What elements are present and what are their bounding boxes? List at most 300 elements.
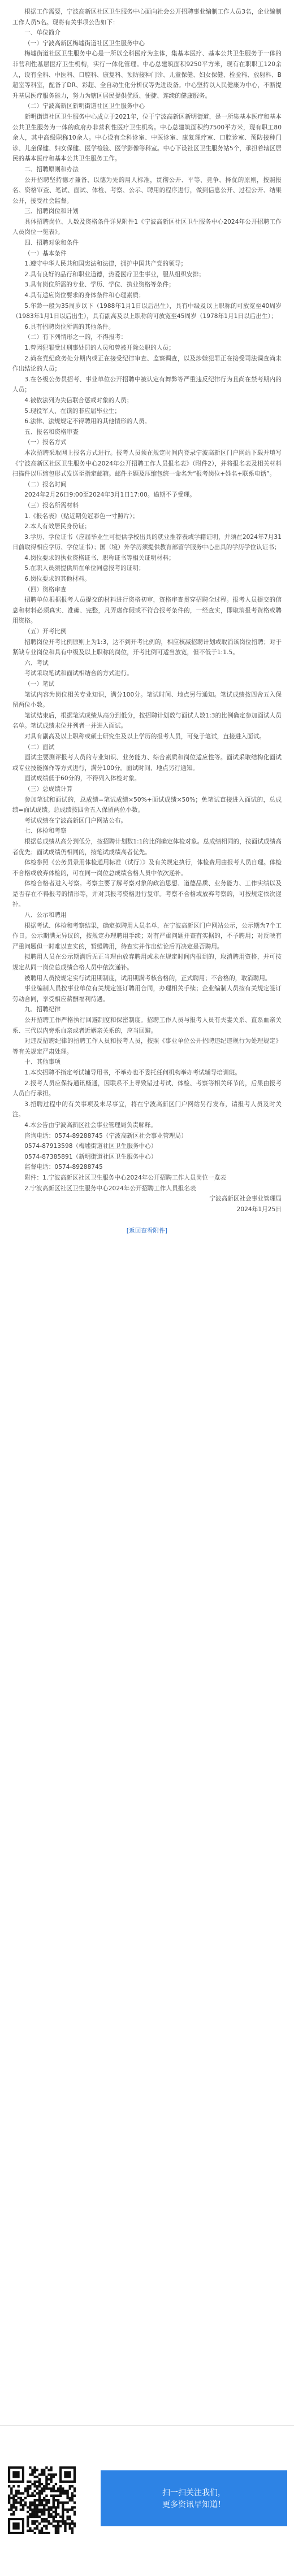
qr-module bbox=[71, 2497, 74, 2499]
article-paragraph: 1.遵守中华人民共和国宪法和法律，拥护中国共产党的领导； bbox=[24, 260, 187, 268]
qr-module bbox=[64, 2527, 66, 2530]
qr-module bbox=[36, 2481, 38, 2483]
qr-module bbox=[12, 2504, 15, 2506]
qr-module bbox=[64, 2490, 66, 2492]
qr-module bbox=[55, 2473, 57, 2475]
qr-module bbox=[74, 2513, 76, 2516]
article-paragraph: 七、体检和考察 bbox=[24, 828, 67, 835]
qr-module bbox=[36, 2516, 38, 2518]
qr-module bbox=[57, 2487, 59, 2490]
qr-module bbox=[38, 2532, 41, 2534]
qr-module bbox=[43, 2525, 45, 2527]
qr-module bbox=[31, 2520, 33, 2522]
qr-module bbox=[38, 2490, 41, 2492]
qr-module bbox=[41, 2513, 43, 2516]
article-paragraph: 1.《报名表》（贴近期免冠彩色一寸照片）； bbox=[24, 512, 139, 520]
qr-module bbox=[64, 2520, 66, 2522]
qr-module bbox=[45, 2525, 47, 2527]
scan-line-2: 更多资讯早知道！ bbox=[162, 2500, 226, 2509]
qr-module bbox=[34, 2483, 36, 2485]
qr-module bbox=[57, 2501, 59, 2504]
qr-module bbox=[34, 2485, 36, 2487]
qr-module bbox=[34, 2527, 36, 2530]
qr-module bbox=[55, 2483, 57, 2485]
qr-module bbox=[12, 2506, 15, 2508]
article-paragraph: （五）开考比例 bbox=[24, 628, 67, 636]
qr-module bbox=[45, 2478, 47, 2481]
qr-module bbox=[43, 2504, 45, 2506]
qr-module bbox=[59, 2492, 62, 2495]
article-paragraph: （一）笔试 bbox=[24, 681, 55, 687]
article-paragraph: 被聘用人员按规定实行试用期制度，试用期满考核合格的，正式聘用；不合格的，取消聘用。 bbox=[24, 974, 271, 982]
article-paragraph: 八、公示和聘用 bbox=[24, 912, 67, 919]
qr-module bbox=[55, 2495, 57, 2497]
article-paragraph: 招聘岗位开考比例原则上为1:3，达不到开考比例的，相应核减招聘计划或取消该岗位招聘；对于紧缺专业岗位和具有中级及以上职称的岗位，开考比例可适当放宽，但不低于1:1.5。 bbox=[12, 638, 282, 656]
qr-module bbox=[34, 2516, 36, 2518]
article-paragraph: 体检合格者进入考察。考察主要了解考察对象的政治思想、道德品质、业务能力、工作实绩以及是否存在不得报考的情形等，并对其报考资格进行复审。考察不合格或放弃考察的，可按规定依次递补。 bbox=[12, 880, 282, 908]
qr-module bbox=[55, 2506, 57, 2508]
qr-module bbox=[31, 2473, 33, 2475]
qr-module bbox=[18, 2490, 20, 2492]
article-paragraph: 0574-87385891（新明街道社区卫生服务中心） bbox=[24, 1153, 157, 1160]
qr-module bbox=[36, 2504, 38, 2506]
qr-module bbox=[31, 2513, 33, 2516]
qr-module bbox=[22, 2508, 24, 2510]
qr-module bbox=[64, 2522, 66, 2525]
article-paragraph: 二、招聘原则和办法 bbox=[24, 166, 79, 173]
qr-module bbox=[10, 2508, 12, 2510]
qr-module bbox=[62, 2506, 64, 2508]
article-paragraph: （二）面试 bbox=[24, 743, 55, 751]
article-paragraph: 附件：1.宁波高新区社区卫生服务中心2024年公开招聘工作人员岗位一览表 bbox=[24, 1174, 226, 1181]
qr-module bbox=[27, 2506, 29, 2508]
qr-module bbox=[45, 2481, 47, 2483]
qr-module bbox=[47, 2508, 50, 2510]
qr-module bbox=[15, 2508, 17, 2510]
qr-module bbox=[57, 2522, 59, 2525]
qr-module bbox=[20, 2508, 22, 2510]
qr-module bbox=[38, 2516, 41, 2518]
qr-module bbox=[8, 2499, 10, 2501]
qr-module bbox=[38, 2483, 41, 2485]
qr-module bbox=[34, 2471, 36, 2473]
qr-module bbox=[47, 2487, 50, 2490]
qr-module bbox=[41, 2504, 43, 2506]
qr-module bbox=[15, 2492, 17, 2495]
return-to-attachments-link[interactable]: [返回查看附件] bbox=[126, 1228, 168, 1235]
qr-module bbox=[53, 2497, 55, 2499]
qr-module bbox=[36, 2525, 38, 2527]
qr-module bbox=[29, 2481, 31, 2483]
qr-module bbox=[20, 2497, 22, 2499]
qr-module bbox=[47, 2506, 50, 2508]
qr-module bbox=[45, 2527, 47, 2530]
qr-module bbox=[15, 2495, 17, 2497]
qr-module bbox=[31, 2511, 33, 2513]
qr-module bbox=[43, 2506, 45, 2508]
qr-module bbox=[34, 2466, 36, 2469]
qr-module bbox=[45, 2495, 47, 2497]
qr-module bbox=[36, 2513, 38, 2516]
qr-module bbox=[24, 2501, 27, 2504]
qr-module bbox=[31, 2492, 33, 2495]
qr-module bbox=[29, 2530, 31, 2532]
qr-module bbox=[57, 2525, 59, 2527]
qr-module bbox=[20, 2504, 22, 2506]
article-paragraph: （二）宁波高新区新明街道社区卫生服务中心 bbox=[24, 103, 145, 110]
qr-module bbox=[34, 2469, 36, 2471]
article-paragraph: 十、其他事项 bbox=[24, 1059, 61, 1066]
qr-module bbox=[43, 2497, 45, 2499]
qr-module bbox=[36, 2499, 38, 2501]
qr-module bbox=[57, 2530, 59, 2532]
qr-module bbox=[45, 2466, 47, 2469]
qr-module bbox=[41, 2520, 43, 2522]
qr-module bbox=[38, 2499, 41, 2501]
qr-module bbox=[41, 2511, 43, 2513]
qr-module bbox=[53, 2516, 55, 2518]
qr-module bbox=[50, 2476, 52, 2478]
article-paragraph: （三）报名所需材料 bbox=[24, 502, 79, 509]
article-paragraph: 六、考试 bbox=[24, 659, 49, 667]
qr-module bbox=[59, 2490, 62, 2492]
qr-module bbox=[27, 2481, 29, 2483]
qr-module bbox=[53, 2511, 55, 2513]
qr-module bbox=[38, 2508, 41, 2510]
qr-module bbox=[10, 2487, 12, 2490]
qr-module bbox=[20, 2499, 22, 2501]
qr-module bbox=[12, 2485, 15, 2487]
qr-module bbox=[66, 2492, 68, 2495]
qr-module bbox=[55, 2499, 57, 2501]
qr-module bbox=[55, 2527, 57, 2530]
qr-module bbox=[57, 2504, 59, 2506]
qr-module bbox=[22, 2504, 24, 2506]
qr-module bbox=[57, 2490, 59, 2492]
qr-module bbox=[12, 2513, 15, 2516]
qr-module bbox=[29, 2466, 31, 2469]
qr-module bbox=[43, 2490, 45, 2492]
qr-module bbox=[45, 2501, 47, 2504]
qr-module bbox=[66, 2490, 68, 2492]
qr-module bbox=[41, 2527, 43, 2530]
qr-module bbox=[53, 2504, 55, 2506]
article-paragraph: 咨询电话：0574-89288745（宁波高新区社会事业管理局） bbox=[24, 1132, 187, 1139]
qr-module bbox=[55, 2490, 57, 2492]
qr-module bbox=[45, 2485, 47, 2487]
qr-module bbox=[12, 2497, 15, 2499]
article-paragraph: 根据考试、体检和考察结果，确定拟聘用人员名单，在宁波高新区门户网站公示，公示期为7个工作日。公示期满无异议的，按规定办理聘用手续；对有严重问题并查有实据的，不予聘用；对反映有严重问题但一时难以查实的，暂缓聘用，待查实并作出结论后再决定是否聘用。 bbox=[12, 922, 282, 950]
article-paragraph: 2.宁波高新区社区卫生服务中心2024年公开招聘工作人员报名表 bbox=[24, 1185, 196, 1192]
article-paragraph: （一）报名方式 bbox=[24, 439, 67, 446]
qr-module bbox=[50, 2473, 52, 2475]
qr-module bbox=[55, 2525, 57, 2527]
article-paragraph: 笔试结束后，根据笔试成绩从高分到低分，按招聘计划数与面试人数1:3的比例确定参加面试人员名单。笔试成绩末位并列者一并进入面试。 bbox=[12, 712, 282, 730]
qr-module bbox=[43, 2499, 45, 2501]
qr-module bbox=[50, 2478, 52, 2481]
qr-module bbox=[53, 2487, 55, 2490]
article-paragraph: 4.具有适应岗位要求的身体条件和心理素质； bbox=[24, 292, 145, 299]
qr-module bbox=[47, 2516, 50, 2518]
qr-module bbox=[24, 2490, 27, 2492]
qr-module bbox=[53, 2518, 55, 2520]
article-paragraph: （三）总成绩计算 bbox=[24, 785, 73, 793]
qr-module bbox=[74, 2495, 76, 2497]
qr-module bbox=[50, 2516, 52, 2518]
article-paragraph: 3.学历、学位证书（应届毕业生可提供学校出具的就业推荐表或学籍证明，并须在2024年7月31日前取得相应学历、学位证书）；国（境）外学历须提供教育部留学服务中心出具的学历学位认证书； bbox=[12, 533, 282, 551]
qr-module bbox=[24, 2487, 27, 2490]
qr-code-graphic bbox=[8, 2466, 76, 2534]
qr-module bbox=[50, 2469, 52, 2471]
qr-module bbox=[10, 2513, 12, 2516]
article-paragraph: 5.现役军人、在读的非应届毕业生； bbox=[24, 407, 121, 415]
article-paragraph: 0574-87913598（梅墟街道社区卫生服务中心） bbox=[24, 1143, 157, 1150]
qr-module bbox=[27, 2490, 29, 2492]
qr-module bbox=[50, 2522, 52, 2525]
qr-module bbox=[62, 2508, 64, 2510]
article-paragraph: （一）宁波高新区梅墟街道社区卫生服务中心 bbox=[24, 40, 145, 47]
qr-module bbox=[34, 2520, 36, 2522]
scan-to-follow-text bbox=[101, 2487, 287, 2511]
qr-module bbox=[10, 2490, 12, 2492]
qr-module bbox=[45, 2532, 47, 2534]
qr-module bbox=[71, 2522, 74, 2525]
qr-module bbox=[71, 2527, 74, 2530]
qr-module bbox=[36, 2476, 38, 2478]
article-paragraph: 6.法律、法规规定不得聘用的其他情形的人员。 bbox=[24, 418, 151, 425]
qr-module bbox=[31, 2469, 33, 2471]
qr-module bbox=[31, 2504, 33, 2506]
qr-module bbox=[43, 2532, 45, 2534]
article-paragraph: 监督电话：0574-89288745 bbox=[24, 1164, 103, 1171]
qr-module bbox=[38, 2530, 41, 2532]
qr-module bbox=[69, 2516, 71, 2518]
qr-module bbox=[50, 2481, 52, 2483]
qr-module bbox=[15, 2490, 17, 2492]
qr-module bbox=[10, 2506, 12, 2508]
article-paragraph: 6.岗位要求的其他材料。 bbox=[24, 576, 90, 583]
qr-module bbox=[36, 2492, 38, 2495]
signature-line: 2024年1月25日 bbox=[236, 1206, 282, 1213]
qr-module bbox=[36, 2511, 38, 2513]
qr-module bbox=[62, 2504, 64, 2506]
qr-module bbox=[36, 2506, 38, 2508]
qr-module bbox=[43, 2513, 45, 2516]
qr-module bbox=[66, 2516, 68, 2518]
qr-module bbox=[34, 2481, 36, 2483]
qr-module bbox=[74, 2511, 76, 2513]
qr-module bbox=[55, 2513, 57, 2516]
qr-module bbox=[20, 2492, 22, 2495]
article-paragraph: 参加笔试和面试的，总成绩=笔试成绩×50%+面试成绩×50%；免笔试直接进入面试的，总成绩=面试成绩。总成绩按四舍五入保留两位小数。 bbox=[12, 796, 282, 814]
qr-module bbox=[74, 2490, 76, 2492]
qr-module bbox=[34, 2499, 36, 2501]
qr-module bbox=[10, 2504, 12, 2506]
qr-module bbox=[59, 2495, 62, 2497]
qr-module bbox=[41, 2473, 43, 2475]
article-paragraph: 考试采取笔试和面试相结合的方式进行。 bbox=[24, 670, 133, 677]
article-paragraph: （二）报名时间 bbox=[24, 481, 67, 488]
qr-module bbox=[31, 2530, 33, 2532]
qr-module bbox=[34, 2476, 36, 2478]
qr-module bbox=[10, 2492, 12, 2495]
qr-module bbox=[74, 2525, 76, 2527]
qr-module bbox=[22, 2499, 24, 2501]
qr-module bbox=[66, 2522, 68, 2525]
qr-module bbox=[43, 2511, 45, 2513]
qr-module bbox=[8, 2495, 10, 2497]
qr-module bbox=[50, 2495, 52, 2497]
qr-module bbox=[64, 2530, 66, 2532]
qr-module bbox=[12, 2501, 15, 2504]
qr-module bbox=[47, 2532, 50, 2534]
qr-module bbox=[8, 2497, 10, 2499]
qr-module bbox=[24, 2504, 27, 2506]
qr-module bbox=[34, 2522, 36, 2525]
qr-module bbox=[27, 2530, 29, 2532]
qr-module bbox=[34, 2506, 36, 2508]
qr-module bbox=[34, 2495, 36, 2497]
article-paragraph: 2.具有良好的品行和职业道德，热爱医疗卫生事业，服从组织安排； bbox=[24, 271, 205, 278]
qr-module bbox=[29, 2508, 31, 2510]
qr-module bbox=[50, 2466, 52, 2469]
qr-module bbox=[31, 2516, 33, 2518]
qr-finder-core bbox=[12, 2522, 19, 2529]
scan-to-follow-panel bbox=[101, 2470, 287, 2526]
qr-module bbox=[43, 2485, 45, 2487]
article-paragraph: 体检参照《公务员录用体检通用标准（试行）》及有关规定执行，体检费用由报考人员自理。体检不合格或放弃体检的，可在同一岗位总成绩合格人员中依次递补。 bbox=[12, 859, 282, 877]
qr-module bbox=[41, 2532, 43, 2534]
qr-module bbox=[45, 2504, 47, 2506]
qr-module bbox=[45, 2483, 47, 2485]
qr-module bbox=[43, 2518, 45, 2520]
article-paragraph: 一、单位简介 bbox=[24, 29, 61, 37]
article-body bbox=[7, 0, 287, 2425]
qr-module bbox=[36, 2527, 38, 2530]
qr-module bbox=[41, 2518, 43, 2520]
qr-module bbox=[38, 2495, 41, 2497]
qr-module bbox=[38, 2492, 41, 2495]
qr-module bbox=[47, 2511, 50, 2513]
qr-module bbox=[45, 2499, 47, 2501]
qr-module bbox=[74, 2501, 76, 2504]
qr-module bbox=[29, 2504, 31, 2506]
article-paragraph: （一）基本条件 bbox=[24, 250, 67, 257]
qr-module bbox=[57, 2513, 59, 2516]
qr-module bbox=[31, 2495, 33, 2497]
qr-module bbox=[71, 2532, 74, 2534]
qr-module bbox=[64, 2492, 66, 2495]
qr-module bbox=[66, 2511, 68, 2513]
qr-module bbox=[55, 2516, 57, 2518]
qr-module bbox=[62, 2511, 64, 2513]
article-paragraph: 面试主要测评报考人员的专业知识、业务能力、综合素质和岗位适应性等。面试采取结构化面试或专业技能操作等方式进行，满分100分。面试时间、地点另行通知。 bbox=[12, 754, 282, 772]
article-paragraph: 五、报名和资格审查 bbox=[24, 428, 79, 436]
qr-module bbox=[27, 2518, 29, 2520]
qr-module bbox=[50, 2506, 52, 2508]
qr-module bbox=[27, 2520, 29, 2522]
qr-module bbox=[62, 2513, 64, 2516]
article-paragraph: 公开招聘坚持德才兼备、以德为先的用人标准，贯彻公开、平等、竞争、择优的原则，按照报名、资格审查、笔试、面试、体检、考察、公示、聘用的程序进行，做到信息公开、过程公开、结果公开，接受社会监督。 bbox=[12, 176, 282, 204]
qr-module bbox=[47, 2513, 50, 2516]
qr-module bbox=[34, 2504, 36, 2506]
article-paragraph: 2.尚在党纪政务处分期内或正在接受纪律审查、监察调查，以及涉嫌犯罪正在接受司法调查尚未作出结论的人员； bbox=[12, 355, 282, 373]
qr-module bbox=[43, 2520, 45, 2522]
qr-module bbox=[38, 2485, 41, 2487]
qr-module bbox=[50, 2487, 52, 2490]
qr-module bbox=[36, 2520, 38, 2522]
qr-module bbox=[45, 2487, 47, 2490]
qr-module bbox=[27, 2485, 29, 2487]
qr-module bbox=[38, 2481, 41, 2483]
qr-module bbox=[43, 2487, 45, 2490]
article-paragraph: （四）资格审查 bbox=[24, 586, 67, 593]
qr-module bbox=[38, 2497, 41, 2499]
qr-module bbox=[69, 2522, 71, 2525]
qr-module bbox=[53, 2520, 55, 2522]
article-paragraph: 2024年2月26日9:00至2024年3月1日17:00。逾期不予受理。 bbox=[24, 491, 196, 499]
qr-module bbox=[31, 2501, 33, 2504]
qr-module bbox=[27, 2495, 29, 2497]
qr-module bbox=[59, 2516, 62, 2518]
qr-module bbox=[66, 2497, 68, 2499]
qr-module bbox=[53, 2485, 55, 2487]
article-paragraph: 1.曾因犯罪受过刑事处罚的人员和曾被开除公职的人员； bbox=[24, 345, 175, 351]
qr-module bbox=[69, 2527, 71, 2530]
qr-module bbox=[29, 2527, 31, 2530]
qr-module bbox=[55, 2520, 57, 2522]
qr-module bbox=[29, 2473, 31, 2475]
article-paragraph: 新明街道社区卫生服务中心成立于2021年，位于宁波高新区新明街道，是一所集基本医疗和基本公共卫生服务为一体的政府办非营利性医疗卫生机构。中心总建筑面积约7500平方米，现有职工80余人，其中高级职称10余人。中心设有全科诊室、中医诊室、康复理疗室、口腔诊室、预防接种门诊、儿童保健、妇女保健、医学检验、医学影像等科室。中心下设社区卫生服务站5个，承担着辖区居民的基本医疗和基本公共卫生服务工作。 bbox=[12, 113, 282, 163]
qr-module bbox=[71, 2499, 74, 2501]
qr-module bbox=[31, 2483, 33, 2485]
qr-module bbox=[34, 2508, 36, 2510]
qr-module bbox=[55, 2508, 57, 2510]
qr-module bbox=[41, 2530, 43, 2532]
qr-module bbox=[8, 2508, 10, 2510]
article-paragraph: 四、招聘对象和条件 bbox=[24, 240, 79, 247]
qr-module bbox=[57, 2495, 59, 2497]
qr-module bbox=[53, 2499, 55, 2501]
qr-module bbox=[50, 2490, 52, 2492]
qr-module bbox=[15, 2501, 17, 2504]
qr-module bbox=[22, 2492, 24, 2495]
qr-module bbox=[62, 2501, 64, 2504]
qr-module bbox=[66, 2501, 68, 2504]
article-paragraph: 考试成绩在宁波高新区门户网站公布。 bbox=[24, 817, 127, 824]
qr-module bbox=[59, 2501, 62, 2504]
article-paragraph: 3.招聘过程中的有关事项及未尽事宜，将在宁波高新区门户网站另行发布，请报考人员及时关注。 bbox=[12, 1100, 282, 1119]
article-paragraph: 6.具有招聘岗位所需的其他条件。 bbox=[24, 323, 115, 330]
page-footer bbox=[0, 2426, 294, 2576]
qr-module bbox=[64, 2501, 66, 2504]
qr-module bbox=[69, 2485, 71, 2487]
qr-module bbox=[53, 2490, 55, 2492]
qr-module bbox=[41, 2483, 43, 2485]
qr-module bbox=[55, 2511, 57, 2513]
scan-line-1: 扫一扫关注我们， bbox=[162, 2488, 226, 2497]
qr-module bbox=[69, 2518, 71, 2520]
qr-module bbox=[36, 2469, 38, 2471]
qr-module bbox=[41, 2508, 43, 2510]
article-paragraph: 3.在各级公务员招考、事业单位公开招聘中被认定有舞弊等严重违反纪律行为且尚在禁考期内的人员； bbox=[12, 376, 282, 394]
article-paragraph: 4.本公告由宁波高新区社会事业管理局负责解释。 bbox=[24, 1121, 157, 1129]
qr-module bbox=[45, 2476, 47, 2478]
qr-module bbox=[27, 2492, 29, 2495]
qr-module bbox=[34, 2532, 36, 2534]
qr-module bbox=[41, 2492, 43, 2495]
article-paragraph: 4.岗位要求的执业资格证书、职称证书等相关证明材料； bbox=[24, 554, 175, 562]
